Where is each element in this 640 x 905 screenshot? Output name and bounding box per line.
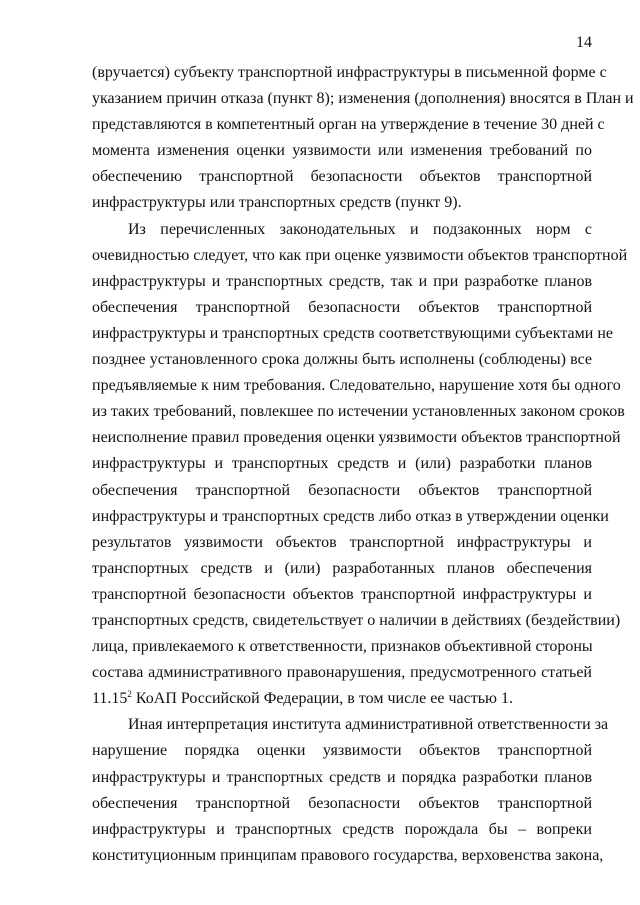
text-line	[92, 686, 592, 712]
text-line: инфраструктуры и транспортных средств соответствующими субъектами не	[92, 324, 613, 342]
text-line: указанием причин отказа (пункт 8); изменения (дополнения) вносятся в План и	[92, 90, 634, 108]
paragraph	[92, 712, 609, 869]
text-line: нарушение порядка оценки уязвимости объектов транспортной	[92, 742, 592, 760]
text-line: позднее установленного срока должны быть исполнены (соблюдены) все	[92, 351, 592, 369]
paragraph	[92, 217, 628, 713]
text-line: инфраструктуры и транспортных средств, так и при разработке планов	[92, 272, 592, 290]
article-number: 11.15	[92, 690, 128, 708]
text-line: предъявляемые к ним требования. Следовательно, нарушение хотя бы одного	[92, 377, 621, 395]
text-line: неисполнение правил проведения оценки уязвимости объектов транспортной	[92, 429, 621, 447]
text-line: инфраструктуры или транспортных средств (пункт 9).	[92, 194, 462, 212]
text-line: Из перечисленных законодательных и подзаконных норм с	[128, 220, 592, 238]
article-superscript: 2	[127, 689, 132, 700]
text-line: конституционным принципам правового государства, верховенства закона,	[92, 846, 604, 864]
page-number: 14	[576, 34, 592, 51]
text-line: представляются в компетентный орган на утверждение в течение 30 дней с	[92, 116, 605, 134]
text-line: транспортных средств и (или) разработанных планов обеспечения	[92, 559, 592, 577]
text-line: Иная интерпретация института административной ответственности за	[128, 716, 609, 734]
paragraph	[92, 60, 634, 217]
text-line: обеспечения транспортной безопасности объектов транспортной	[92, 481, 592, 499]
text-line: инфраструктуры и транспортных средств либо отказ в утверждении оценки	[92, 507, 609, 525]
text-line: инфраструктуры и транспортных средств и порядка разработки планов	[92, 768, 592, 786]
text-line: лица, привлекаемого к ответственности, признаков объективной стороны	[92, 638, 593, 656]
text-line: из таких требований, повлекшее по истечении установленных законом сроков	[92, 403, 625, 421]
text-line: транспортной безопасности объектов транспортной инфраструктуры и	[92, 585, 592, 603]
text-line: состава административного правонарушения, предусмотренного статьей	[92, 664, 592, 682]
text-line: инфраструктуры и транспортных средств и (или) разработки планов	[92, 455, 592, 473]
text-line: транспортных средств, свидетельствует о наличии в действиях (бездействии)	[92, 611, 621, 629]
text-line: момента изменения оценки уязвимости или изменения требований по	[92, 142, 592, 160]
text-line: обеспечению транспортной безопасности объектов транспортной	[92, 168, 592, 186]
text-line: обеспечения транспортной безопасности объектов транспортной	[92, 794, 592, 812]
text-fragment: КоАП Российской Федерации, в том числе ее частью 1.	[131, 690, 513, 708]
document-body	[92, 60, 634, 869]
text-line: инфраструктуры и транспортных средств порождала бы – вопреки	[92, 820, 592, 838]
text-line: очевидностью следует, что как при оценке уязвимости объектов транспортной	[92, 246, 628, 264]
text-line: результатов уязвимости объектов транспортной инфраструктуры и	[92, 533, 592, 551]
text-line: обеспечения транспортной безопасности объектов транспортной	[92, 298, 592, 316]
text-line: (вручается) субъекту транспортной инфраструктуры в письменной форме с	[92, 64, 607, 81]
